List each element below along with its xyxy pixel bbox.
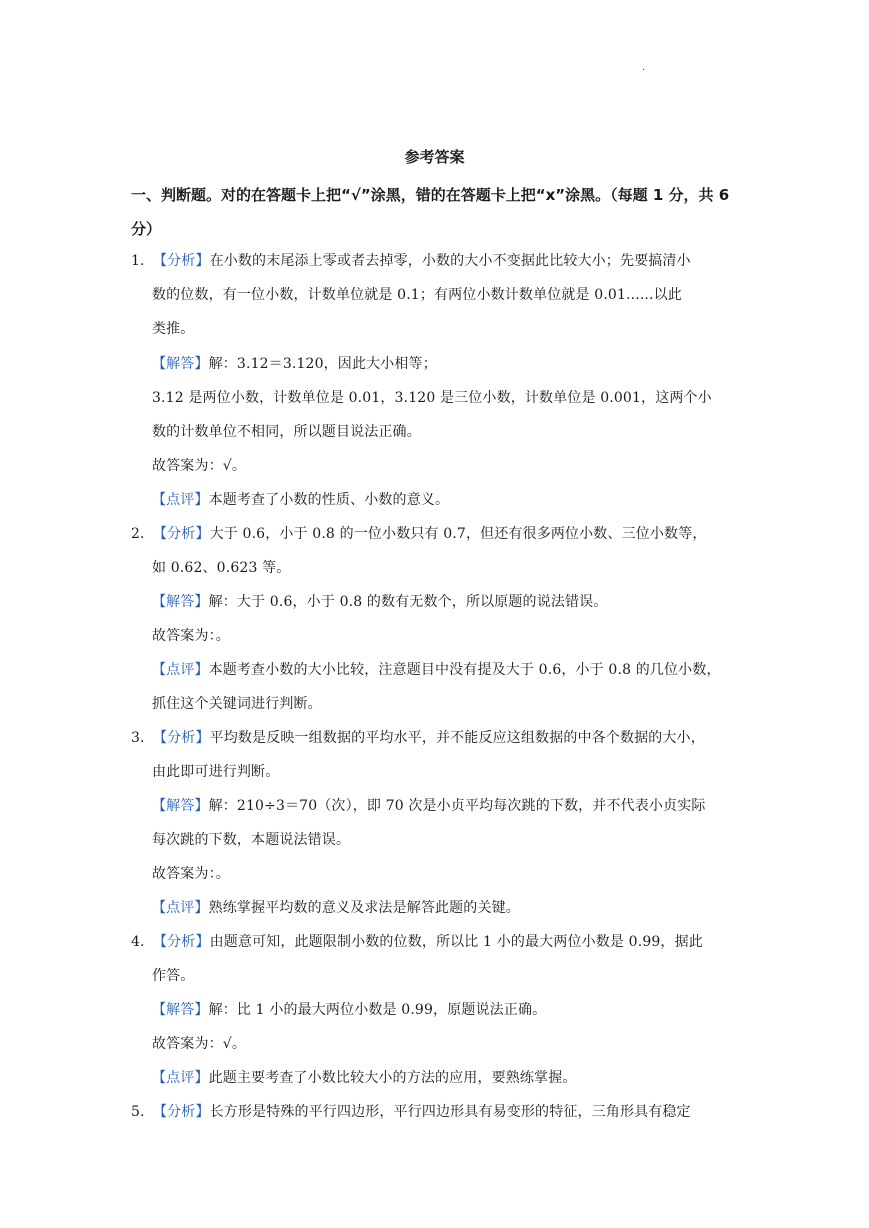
q4-analysis-tag: 【分析】 [153,934,210,950]
q3-solution-line-2: 每次跳的下数，本题说法错误。 [152,832,351,848]
q3-analysis-line-1 [131,727,705,747]
q4-comment [152,1067,577,1087]
q4-analysis-text: 由题意可知，此题限制小数的位数，所以比 1 小的最大两位小数是 0.99，据此 [209,934,703,950]
q2-comment-tag: 【点评】 [152,662,209,678]
section-heading: 一、判断题。对的在答题卡上把“√”涂黑，错的在答题卡上把“x”涂黑。（每题 1 分，共 6 分） [131,186,730,238]
q5-analysis-tag: 【分析】 [153,1104,210,1120]
q4-solution-tag: 【解答】 [152,1002,209,1018]
q2-comment-text: 本题考查小数的大小比较，注意题目中没有提及大于 0.6，小于 0.8 的几位小数， [208,662,721,678]
q3-solution-tag: 【解答】 [152,798,209,814]
q2-analysis-tag: 【分析】 [153,526,210,542]
q1-solution [152,353,437,373]
q1-analysis-line-2: 数的位数，有一位小数，计数单位就是 0.1；有两位小数计数单位就是 0.01......以此 [152,287,682,303]
q4-analysis-line-1 [131,931,703,951]
q3-solution [152,795,706,815]
q4-comment-tag: 【点评】 [152,1070,209,1086]
q5-analysis-text: 长方形是特殊的平行四边形，平行四边形具有易变形的特征，三角形具有稳定 [209,1104,691,1120]
q2-analysis-line-2: 如 0.62、0.623 等。 [152,560,291,576]
q2-solution [152,591,607,611]
q2-analysis-text: 大于 0.6，小于 0.8 的一位小数只有 0.7，但还有很多两位小数、三位小数等， [209,526,707,542]
q2-solution-tag: 【解答】 [152,594,209,610]
q5-analysis-line-1 [131,1101,691,1121]
q3-answer: 故答案为：。 [152,866,230,882]
q5-number: 5. [131,1104,145,1120]
q3-number: 3. [131,730,145,746]
q4-analysis-line-2: 作答。 [152,968,195,984]
q3-comment-text: 熟练掌握平均数的意义及求法是解答此题的关键。 [208,900,520,916]
q2-analysis-line-1 [131,523,707,543]
q4-answer: 故答案为：√。 [152,1036,246,1052]
q1-analysis-text: 在小数的末尾添上零或者去掉零，小数的大小不变据此比较大小；先要搞清小 [209,253,691,269]
q1-solution-text: 解：3.12＝3.120，因此大小相等； [208,356,437,372]
q4-solution-text: 解：比 1 小的最大两位小数是 0.99，原题说法正确。 [208,1002,547,1018]
q2-comment-line-2: 抓住这个关键词进行判断。 [152,696,322,712]
q3-analysis-text: 平均数是反映一组数据的平均水平，并不能反应这组数据的中各个数据的大小， [209,730,705,746]
q4-comment-text: 此题主要考查了小数比较大小的方法的应用，要熟练掌握。 [208,1070,577,1086]
q1-number: 1. [131,253,145,269]
q1-answer: 故答案为：√。 [152,458,246,474]
q1-solution-tag: 【解答】 [152,356,209,372]
q3-analysis-tag: 【分析】 [153,730,210,746]
q3-solution-text: 解：210÷3＝70（次），即 70 次是小贞平均每次跳的下数，并不代表小贞实际 [208,798,706,814]
q2-comment [152,659,721,679]
q1-solution-line-2: 3.12 是两位小数，计数单位是 0.01，3.120 是三位小数，计数单位是 0.001，这两个小 [152,390,712,406]
q1-comment-text: 本题考查了小数的性质、小数的意义。 [208,492,450,508]
q2-number: 2. [131,526,145,542]
q3-comment [152,897,520,917]
q2-answer: 故答案为：。 [152,628,230,644]
q1-analysis-line-1 [131,250,691,270]
q1-analysis-line-3: 类推。 [152,321,195,337]
q4-solution [152,999,546,1019]
q4-number: 4. [131,934,145,950]
q2-solution-text: 解：大于 0.6，小于 0.8 的数有无数个，所以原题的说法错误。 [208,594,608,610]
q1-comment [152,489,449,509]
q1-solution-line-3: 数的计数单位不相同，所以题目说法正确。 [152,424,421,440]
q3-comment-tag: 【点评】 [152,900,209,916]
q1-analysis-tag: 【分析】 [153,253,210,269]
q3-analysis-line-2: 由此即可进行判断。 [152,764,280,780]
q1-comment-tag: 【点评】 [152,492,209,508]
page-title: 参考答案 [404,148,465,166]
header-dot: . [642,62,646,73]
